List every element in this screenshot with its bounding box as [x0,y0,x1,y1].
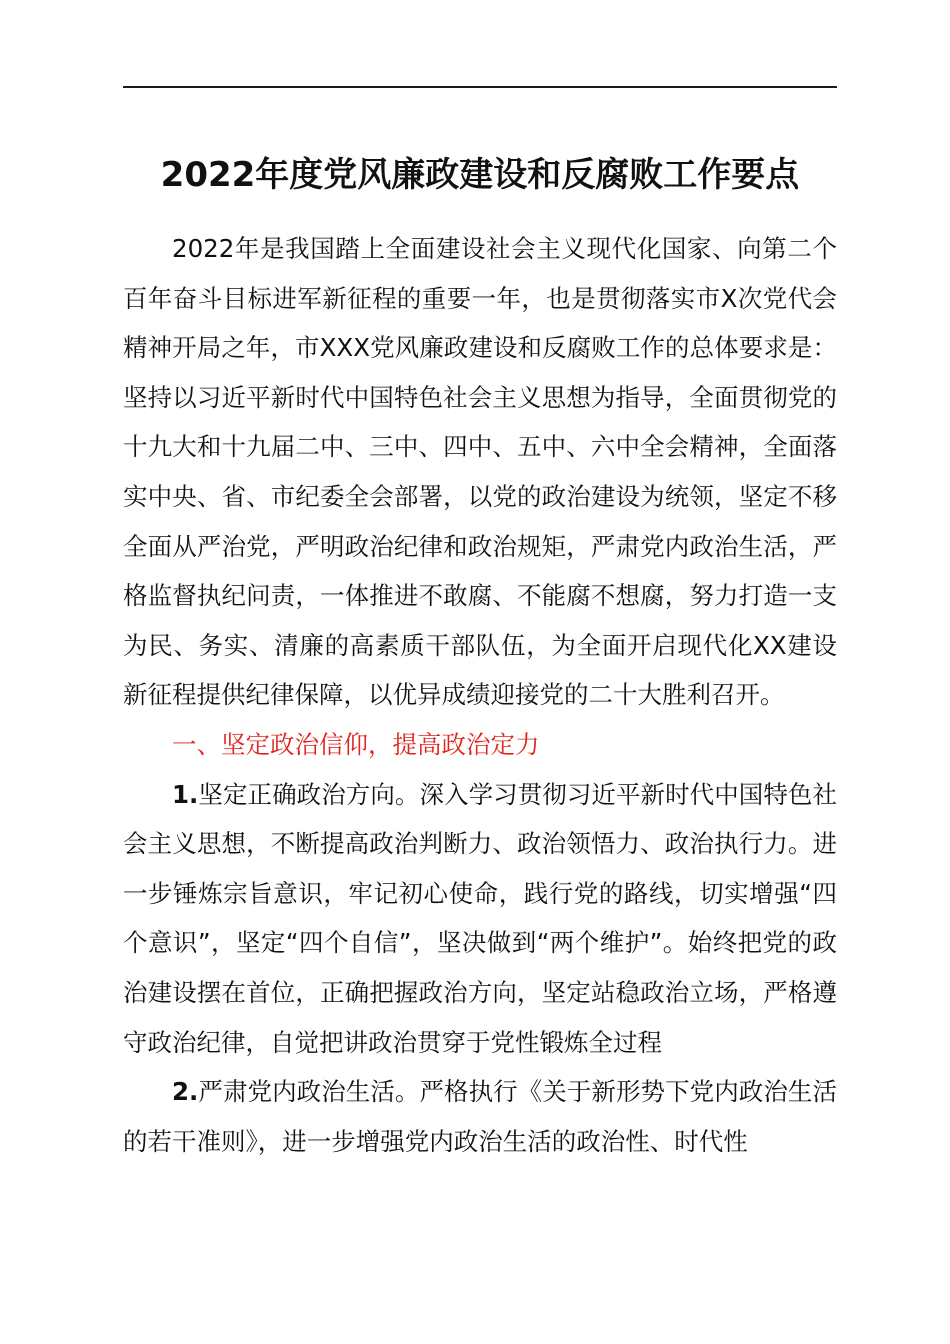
list-item [123,1067,837,1166]
item-number: 1. [172,779,199,809]
header-rule [123,86,837,88]
document-title: 2022年度党风廉政建设和反腐败工作要点 [160,155,800,195]
section-heading: 一、坚定政治信仰，提高政治定力 [172,729,540,759]
item-text: 坚定正确政治方向。深入学习贯彻习近平新时代中国特色社会主义思想，不断提高政治判断力、政治领悟力、政治执行力。进一步锤炼宗旨意识，牢记初心使命，践行党的路线，切实增强“四个意识”，坚定“四个自信”，坚决做到“两个维护”。始终把党的政治建设摆在首位，正确把握政治方向，坚定站稳政治立场，严格遵守政治纪律，自觉把讲政治贯穿于党性锻炼全过程 [123,779,837,1057]
document-body [123,224,837,1166]
intro-paragraph: 2022年是我国踏上全面建设社会主义现代化国家、向第二个百年奋斗目标进军新征程的重要一年，也是贯彻落实市X次党代会精神开局之年，市XXX党风廉政建设和反腐败工作的总体要求是：坚持以习近平新时代中国特色社会主义思想为指导，全面贯彻党的十九大和十九届二中、三中、四中、五中、六中全会精神，全面落实中央、省、市纪委全会部署，以党的政治建设为统领，坚定不移全面从严治党，严明政治纪律和政治规矩，严肃党内政治生活，严格监督执纪问责，一体推进不敢腐、不能腐不想腐，努力打造一支为民、务实、清廉的高素质干部队伍，为全面开启现代化XX建设新征程提供纪律保障，以优异成绩迎接党的二十大胜利召开。 [123,234,837,710]
item-text: 严肃党内政治生活。严格执行《关于新形势下党内政治生活的若干准则》，进一步增强党内政治生活的政治性、时代性 [123,1077,837,1156]
item-number: 2. [172,1077,199,1107]
list-item [123,770,837,1068]
